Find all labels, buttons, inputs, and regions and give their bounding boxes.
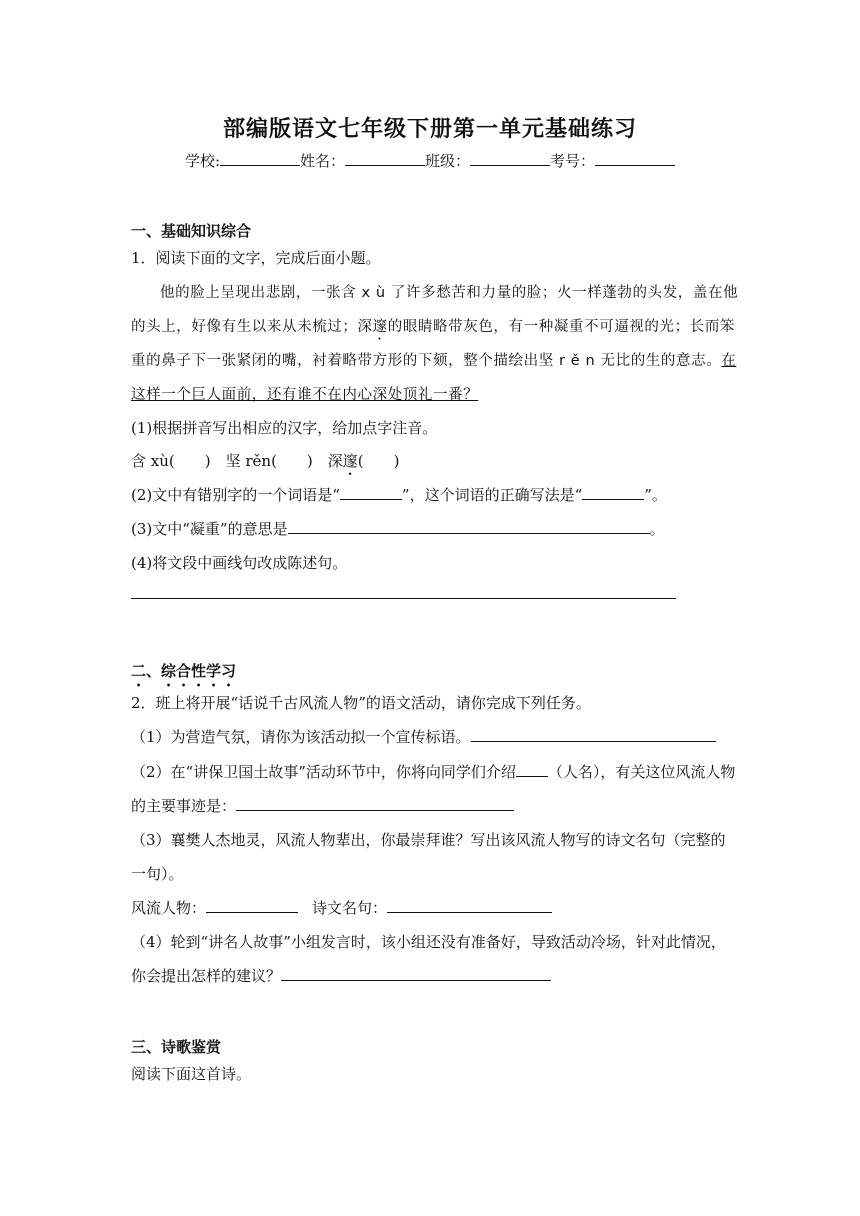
pinyin-blank[interactable]: ( ) (357, 452, 400, 470)
passage-line-1: 他的脸上呈现出悲剧，一张含 x ù 了许多愁苦和力量的脸；火一样蓬勃的头发，盖在他 (160, 285, 739, 301)
task-3: （3）襄樊人杰地灵，风流人物辈出，你最崇拜谁？写出该风流人物写的诗文名句（完整的 (131, 831, 726, 849)
suggestion-blank[interactable] (281, 966, 551, 981)
answer-line[interactable] (131, 598, 676, 599)
name-blank[interactable] (345, 151, 425, 166)
passage-line-4 (131, 383, 731, 404)
task-2 (131, 761, 736, 782)
sub-question-3-text: (3)文中“凝重”的意思是 (131, 520, 288, 538)
question-2-intro: 2．班上将开展“话说千古风流人物”的语文活动，请你完成下列任务。 (131, 694, 591, 712)
sub-question-1-items (131, 450, 731, 479)
dotted-char: 邃 (342, 452, 358, 470)
section-heading-2-text: 二、综合性学习 (131, 662, 237, 680)
underlined-sentence: 这样一个巨人面前，还有谁不在内心深处顶礼一番？ (131, 387, 479, 403)
task-1-text: （1）为营造气氛，请你为该活动拟一个宣传标语。 (131, 728, 471, 746)
person-name-blank[interactable] (516, 762, 548, 777)
underlined-sentence: 在 (721, 353, 737, 369)
section-heading-2 (131, 660, 236, 690)
section-heading-3: 三、诗歌鉴赏 (131, 1038, 222, 1056)
sub-question-2-text: ”，这个词语的正确写法是“ (401, 486, 583, 504)
correct-word-blank[interactable] (582, 485, 644, 500)
task-2-text: （人名），有关这位风流人物 (547, 763, 736, 781)
passage-text: 重的鼻子下一张紧闭的嘴，衬着略带方形的下颏，整个描绘出坚 r ě n 无比的生的意志。 (131, 353, 722, 369)
name-label: 姓名： (300, 152, 346, 170)
sub-question-2-text: ”。 (644, 486, 667, 504)
person-blank[interactable] (206, 898, 298, 913)
sub-question-1: (1)根据拼音写出相应的汉字，给加点字注音。 (131, 419, 438, 437)
pinyin-items: 含 xù( ) 坚 rěn( ) 深 (131, 452, 343, 470)
task-2-text: （2）在“讲保卫国土故事”活动环节中，你将向同学们介绍 (131, 763, 516, 781)
class-blank[interactable] (470, 151, 550, 166)
task-1 (131, 726, 731, 747)
exam-no-blank[interactable] (595, 151, 675, 166)
sub-question-4: (4)将文段中画线句改成陈述句。 (131, 554, 348, 572)
slogan-blank[interactable] (471, 727, 716, 742)
section-heading-1: 一、基础知识综合 (131, 222, 252, 240)
sub-question-2-text: (2)文中有错别字的一个词语是“ (131, 486, 340, 504)
student-info-line (0, 150, 860, 171)
task-2-cont (131, 795, 731, 816)
passage-text: 的头上，好像有生以来从未梳过；深 (131, 319, 373, 335)
poem-blank[interactable] (387, 898, 552, 913)
dotted-char: 邃 (372, 319, 388, 335)
task-4-text: 你会提出怎样的建议？ (131, 967, 282, 985)
sub-question-3-text: 。 (649, 520, 665, 538)
poem-intro: 阅读下面这首诗。 (131, 1065, 252, 1083)
wrong-word-blank[interactable] (340, 485, 402, 500)
exam-no-label: 考号： (550, 152, 596, 170)
passage-line-3 (131, 349, 737, 370)
school-label: 学校: (184, 152, 220, 170)
school-blank[interactable] (220, 151, 300, 166)
task-2-text: 的主要事迹是： (131, 797, 237, 815)
passage-text: 的眼睛略带灰色，有一种凝重不可逼视的光；长而笨 (387, 319, 736, 335)
task-3-answers (131, 897, 731, 918)
sub-question-2 (131, 484, 731, 505)
task-3-cont: 一句）。 (131, 865, 184, 883)
task-4-cont (131, 965, 731, 986)
person-label: 风流人物： (131, 899, 207, 917)
class-label: 班级： (425, 152, 471, 170)
sub-question-3 (131, 518, 731, 539)
question-1-intro: 1．阅读下面的文字，完成后面小题。 (131, 249, 381, 267)
task-4: （4）轮到“讲名人故事”小组发言时，该小组还没有准备好，导致活动冷场，针对此情况， (131, 933, 726, 951)
meaning-blank[interactable] (288, 519, 650, 534)
deeds-blank[interactable] (236, 796, 514, 811)
passage-line-2 (131, 315, 736, 343)
page-title: 部编版语文七年级下册第一单元基础练习 (222, 116, 637, 142)
poem-label: 诗文名句： (312, 899, 388, 917)
